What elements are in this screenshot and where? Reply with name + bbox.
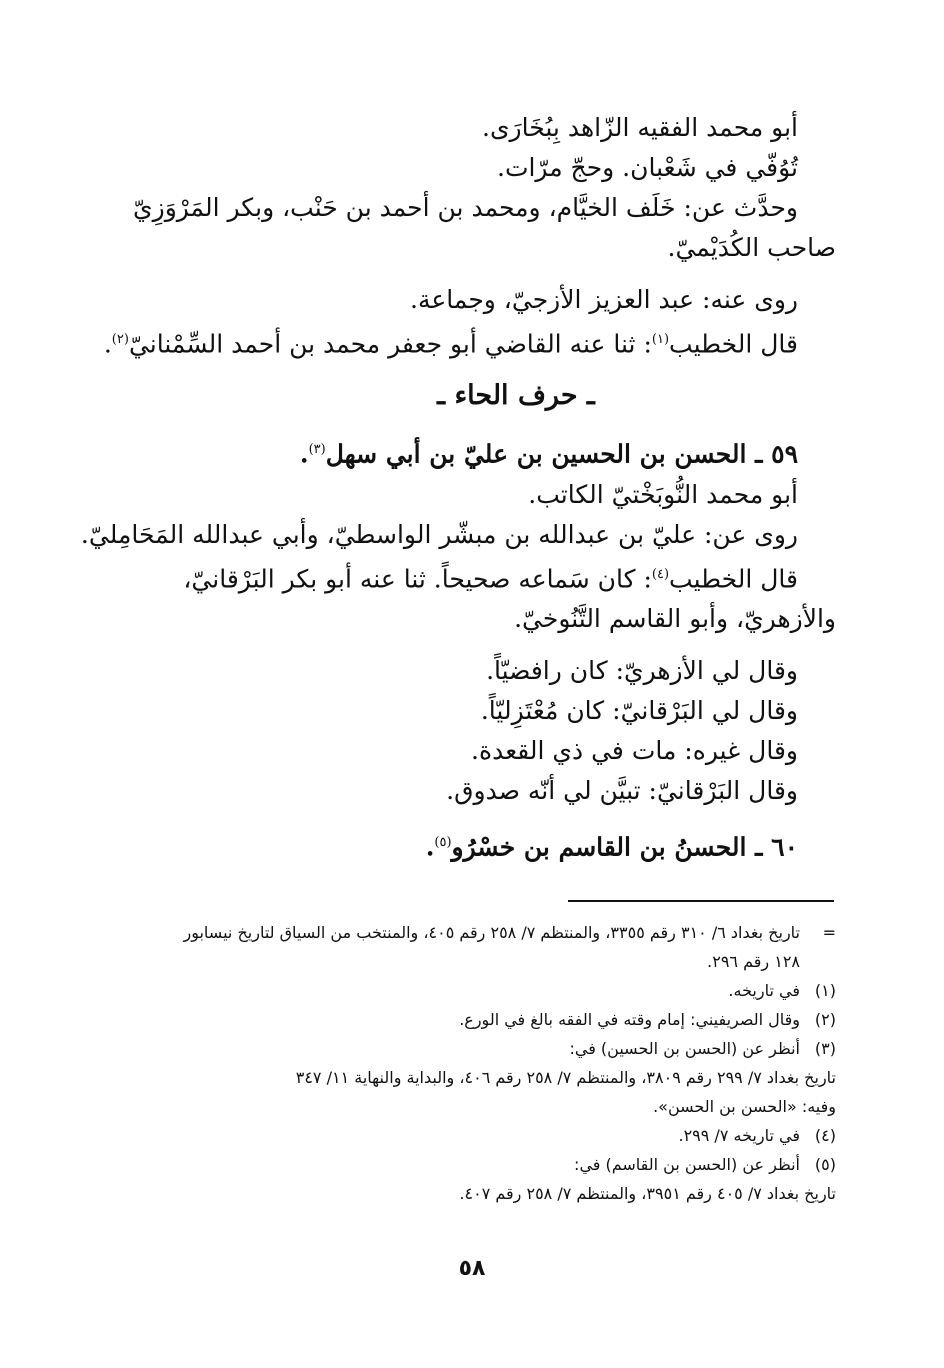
entry-60-title-text: ٦٠ ـ الحسنُ بن القاسم بن خسْرُو: [451, 832, 798, 862]
footnote-5: [106, 1150, 836, 1179]
footnote-5-cont: تاريخ بغداد ٧/ ٤٠٥ رقم ٣٩٥١، والمنتظم ٧/ ٢٥٨ رقم ٤٠٧.: [459, 1184, 836, 1203]
footnote-continued-marker: =: [822, 923, 836, 942]
footnote-3-cont: وفيه: «الحسن بن الحسن».: [653, 1097, 836, 1116]
main-text: [80, 108, 836, 867]
text-line: روى عن: عليّ بن عبدالله بن مبشّر الواسطيّ، وأبي عبدالله المَحَامِليّ.: [80, 519, 798, 549]
khatib2-after: : كان سَماعه صحيحاً. ثنا عنه أبو بكر البَرْقانيّ،: [183, 563, 652, 593]
entry-59-title: [106, 430, 836, 474]
khatib-end: .: [103, 329, 112, 359]
footnote-1: [106, 976, 836, 1005]
khatib-before: قال الخطيب: [669, 329, 798, 359]
footnote-text: أنظر عن (الحسن بن القاسم) في:: [574, 1155, 800, 1174]
page-number: ٥٨: [458, 1256, 486, 1281]
footnote-ref-4: (٤): [651, 566, 670, 582]
entry-59-title-end: .: [299, 439, 309, 469]
footnote-num: (٥): [814, 1155, 836, 1174]
footnote-continued-text: تاريخ بغداد ٦/ ٣١٠ رقم ٣٣٥٥، والمنتظم ٧/ ٢٥٨ رقم ٤٠٥، والمنتخب من السياق لتاريخ نيسابور: [183, 923, 800, 942]
text-line: تُوُفّي في شَعْبان. وحجّ مرّات.: [497, 153, 798, 182]
quote-line: وقال لي الأزهريّ: كان رافضيّاً.: [486, 655, 798, 685]
footnote-num: (٢): [814, 1010, 836, 1029]
footnote-text: في تاريخه ٧/ ٢٩٩.: [678, 1126, 800, 1145]
footnote-ref-2: (٢): [111, 332, 129, 347]
footnote-4: [106, 1121, 836, 1150]
footnote-3: [106, 1034, 836, 1063]
quote-line: وقال غيره: مات في ذي القعدة.: [471, 735, 798, 765]
entry-60-title-end: .: [425, 832, 435, 862]
text-line: صاحب الكُدَيْميّ.: [667, 233, 836, 262]
footnote-num: (٣): [814, 1039, 836, 1058]
footnote-ref-1: (١): [651, 332, 670, 347]
quote-line: وقال لي البَرْقانيّ: كان مُعْتَزِليّاً.: [480, 695, 798, 725]
quote-line: وقال البَرْقانيّ: تبيَّن لي أنّه صدوق.: [446, 775, 798, 805]
khatib-line-2: [106, 555, 836, 599]
khatib-after: : ثنا عنه القاضي أبو جعفر محمد بن أحمد السِّمْنانيّ: [128, 329, 652, 359]
khatib2-before: قال الخطيب: [669, 563, 798, 593]
footnote-ref-3: (٣): [308, 442, 326, 458]
text-line: وحدَّث عن: خَلَف الخيَّام، ومحمد بن أحمد بن حَنْب، وبكر المَرْوَزِيّ: [133, 193, 798, 222]
text-line: أبو محمد الفقيه الزّاهد بِبُخَارَى.: [482, 113, 798, 142]
footnote-text: وقال الصريفيني: إمام وقته في الفقه بالغ في الورع.: [459, 1010, 800, 1029]
footnote-separator: [568, 900, 834, 902]
narrators-line: روى عنه: عبد العزيز الأزجيّ، وجماعة.: [410, 285, 798, 314]
footnote-ref-5: (٥): [434, 834, 452, 850]
khatib-line: [103, 320, 836, 364]
footnote-continued-line: ١٢٨ رقم ٢٩٦.: [707, 952, 800, 971]
footnote-num: (١): [814, 981, 836, 1000]
footnote-text: في تاريخه.: [728, 981, 800, 1000]
entry-59-title-text: ٥٩ ـ الحسن بن الحسين بن عليّ بن أبي سهل: [325, 439, 798, 469]
entry-60-title: [106, 823, 836, 867]
footnote-text: أنظر عن (الحسن بن الحسين) في:: [569, 1039, 800, 1058]
section-title: ـ حرف الحاء ـ: [437, 380, 595, 412]
footnote-2: [106, 1005, 836, 1034]
footnote-continued: [106, 918, 836, 947]
text-line: أبو محمد النُّوبَخْتيّ الكاتب.: [528, 479, 798, 509]
footnotes: [106, 918, 836, 1208]
text-line: والأزهريّ، وأبو القاسم التَّنُوخيّ.: [514, 603, 836, 633]
footnote-num: (٤): [814, 1126, 836, 1145]
footnote-3-cont: تاريخ بغداد ٧/ ٢٩٩ رقم ٣٨٠٩، والمنتظم ٧/ ٢٥٨ رقم ٤٠٦، والبداية والنهاية ١١/ ٣٤٧: [295, 1068, 836, 1087]
